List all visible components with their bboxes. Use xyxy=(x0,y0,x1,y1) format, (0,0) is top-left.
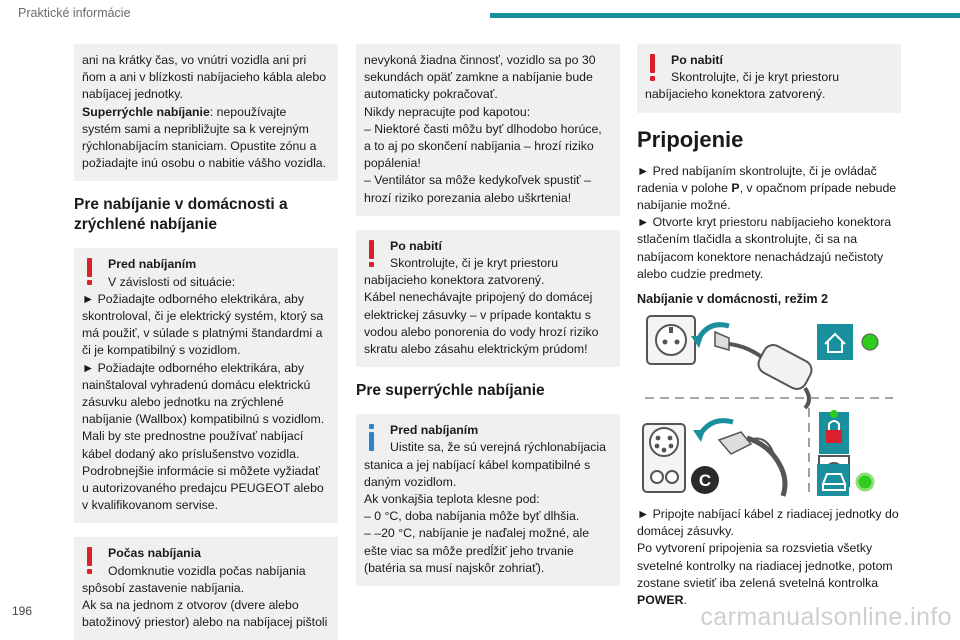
box-body xyxy=(364,457,612,577)
text-line xyxy=(82,104,330,121)
green-led-icon xyxy=(862,334,878,350)
charging-illustration xyxy=(637,312,901,502)
text-line: zostane svietiť iba zelená svetelná kontrolka xyxy=(637,575,879,590)
text-line: nabíjacieho konektora zatvorený. xyxy=(364,273,545,288)
text-line: nabíjacom konektore nenachádzajú nečistoty xyxy=(637,249,884,264)
gear-position: P xyxy=(731,180,740,195)
text-line: má použiť, v súlade s platnými štandardmi a xyxy=(82,326,323,341)
text-line: či je kompatibilný s vozidlom. xyxy=(82,343,241,358)
text-line: ► Požiadajte odborného elektrikára, aby xyxy=(82,360,305,375)
section-heading: Pre superrýchle nabíjanie xyxy=(356,382,545,400)
text-line: požiadajte inú osobu o nabitie vášho vozidla. xyxy=(82,156,327,171)
text-line: u autorizovaného predajcu PEUGEOT alebo xyxy=(82,481,324,496)
text-line: Odomknutie vozidla počas nabíjania xyxy=(108,563,306,578)
box-title: Pred nabíjaním xyxy=(108,257,197,272)
text-line: v kvalifikovanom servise. xyxy=(82,498,218,513)
text-line: ani na krátky čas, vo vnútri vozidla ani pri xyxy=(82,53,307,67)
text-line: (batéria sa musí najskôr zohriať). xyxy=(364,560,545,575)
green-led-icon xyxy=(857,474,873,490)
charging-gun-icon xyxy=(719,432,785,496)
text-line: svetelné kontrolky na riadiacej jednotke, potom xyxy=(637,558,893,573)
box-title: Počas nabíjania xyxy=(108,546,201,561)
subheading-home-charging: Nabíjanie v domácnosti, režim 2 xyxy=(637,292,829,307)
box-body xyxy=(364,272,612,358)
warning-continuation-box xyxy=(356,44,620,216)
text-span: . xyxy=(683,593,687,608)
text-line: alebo cudzie predmety. xyxy=(637,266,764,281)
text-line: V závislosti od situácie: xyxy=(108,274,236,289)
text-line: kábel dodaný ako príslušenstvo vozidla. xyxy=(82,446,300,461)
paragraph-connection xyxy=(637,163,901,283)
info-icon xyxy=(368,424,375,452)
text-line: Uistite sa, že sú verejná rýchlonabíjacia xyxy=(390,440,606,455)
text-line: automaticky pokračovať. xyxy=(364,87,498,102)
warning-box-before-charging xyxy=(74,248,338,523)
section-title: Pripojenie xyxy=(637,126,744,152)
text-line: Podrobnejšie informácie si môžete vyžiadať xyxy=(82,463,320,478)
text-line: ešte viac sa môže predĺžiť jeho trvanie xyxy=(364,543,574,558)
text-line: skontroloval, či je elektrický systém, ktorý sa xyxy=(82,309,324,324)
mode2-control-unit-icon xyxy=(715,332,815,408)
text-line: Nikdy nepracujte pod kapotou: xyxy=(364,104,531,119)
text-line: Mali by ste prednostne používať nabíjací xyxy=(82,429,304,444)
text-line: zásuvku alebo jednotku na zrýchlené xyxy=(82,395,284,410)
text-line: stlačením tlačidla a skontrolujte, či sa na xyxy=(637,232,858,247)
paragraph-plug-in xyxy=(637,506,901,609)
page-number: 196 xyxy=(12,604,33,618)
text-line: nabíjanie (Wallbox) kompatibilnú s vozidlom. xyxy=(82,412,325,427)
text-span: : nepoužívajte xyxy=(209,104,287,119)
warning-icon xyxy=(649,54,656,82)
column-3 xyxy=(637,44,901,609)
section-heading: Pre nabíjanie v domácnosti a zrýchlené nabíjanie xyxy=(74,196,288,234)
box-body xyxy=(645,86,893,103)
household-socket-icon xyxy=(647,316,695,364)
bold-term: Superrýchle nabíjanie xyxy=(82,104,210,119)
text-line: daným vozidlom. xyxy=(364,474,457,489)
text-line: ► Požiadajte odborného elektrikára, aby xyxy=(82,291,305,306)
text-line: nabíjacej jednotky. xyxy=(82,87,183,102)
header-accent-bar xyxy=(490,13,960,18)
text-line: vodou alebo ponorenia do vody hrozí riziko xyxy=(364,324,599,339)
text-line: Skontrolujte, či je kryt priestoru xyxy=(671,70,840,85)
warning-box-after-charging xyxy=(637,44,901,113)
green-led-icon xyxy=(830,410,838,418)
text-line: – Niektoré časti môžu byť dlhodobo horúce, xyxy=(364,121,602,136)
box-body xyxy=(82,580,330,632)
box-body xyxy=(82,291,330,515)
text-line: nevykoná žiadna činnosť, vozidlo sa po 30 xyxy=(364,53,596,67)
text-line: ňom a ani v blízkosti nabíjacieho kábla alebo xyxy=(82,70,327,85)
text-line: ► Otvorte kryt priestoru nabíjacieho konektora xyxy=(637,215,892,230)
box-title: Po nabití xyxy=(671,53,723,67)
warning-box-after-charging xyxy=(356,230,620,367)
text-line: batožinový priestor) alebo na nabíjacej pištoli xyxy=(82,615,328,630)
text-line: popálenia! xyxy=(364,156,421,171)
text-line: nabíjanie možné. xyxy=(637,198,731,213)
text-line: nainštaloval vyhradenú domácu elektrickú xyxy=(82,377,311,392)
lock-icon xyxy=(826,430,842,443)
power-label: POWER xyxy=(637,593,684,608)
column-2 xyxy=(356,44,620,600)
text-line: domácej zásuvky. xyxy=(637,524,734,539)
text-line: – 0 °C, doba nabíjania môže byť dlhšia. xyxy=(364,509,580,524)
column-1 xyxy=(74,44,338,640)
text-line: stanica a jej nabíjací kábel kompatibilné s xyxy=(364,457,591,472)
home-indicator xyxy=(817,324,853,360)
text-span: , v opačnom prípade nebude xyxy=(739,180,897,195)
text-line: nabíjacieho konektora zatvorený. xyxy=(645,87,826,102)
text-line: rýchlonabíjacím staniciam. Opustite zónu a xyxy=(82,139,317,154)
text-line: skratu alebo zásahu elektrickým prúdom! xyxy=(364,342,588,357)
watermark: carmanualsonline.info xyxy=(700,603,952,631)
warning-continuation-box xyxy=(74,44,338,181)
text-line: ► Pripojte nabíjací kábel z riadiacej jednotky do xyxy=(637,507,899,522)
text-line: hrozí riziko porezania alebo uškrtenia! xyxy=(364,190,572,205)
box-title: Po nabití xyxy=(390,238,442,253)
charging-inlet-icon xyxy=(643,424,685,492)
text-line: sekundách opäť zamkne a nabíjanie bude xyxy=(364,70,593,85)
text-line: Ak sa na jednom z otvorov (dvere alebo xyxy=(82,598,299,613)
text-line: Ak vonkajšia teplota klesne pod: xyxy=(364,492,540,507)
warning-icon xyxy=(368,240,375,268)
text-line: Kábel nenechávajte pripojený do domácej xyxy=(364,290,593,305)
text-line: systém sami a nepribližujte sa k verejným xyxy=(82,121,309,136)
info-box-before-charging xyxy=(356,414,620,586)
text-line xyxy=(637,180,901,197)
text-line: a to aj po skončení nabíjania – hrozí riziko xyxy=(364,139,594,154)
connect-arrow xyxy=(699,421,733,436)
arrow-head-icon xyxy=(693,430,705,442)
text-line: ► Pred nabíjaním skontrolujte, či je ovládač xyxy=(637,163,877,178)
text-line: – Ventilátor sa môže kedykoľvek spustiť – xyxy=(364,173,591,188)
warning-icon xyxy=(86,258,93,286)
text-line: Skontrolujte, či je kryt priestoru xyxy=(390,256,559,271)
text-line: Po vytvorení pripojenia sa rozsvietia všetky xyxy=(637,541,873,556)
text-span: radenia v polohe xyxy=(637,180,732,195)
callout-letter: C xyxy=(698,471,712,491)
warning-icon xyxy=(86,547,93,575)
text-line: elektrickej zásuvky – v prípade kontaktu s xyxy=(364,307,591,322)
warning-box-during-charging xyxy=(74,537,338,640)
running-header: Praktické informácie xyxy=(18,6,131,20)
text-line: – –20 °C, nabíjanie je naďalej možné, ale xyxy=(364,526,590,541)
box-title: Pred nabíjaním xyxy=(390,423,479,438)
text-line: spôsobí zastavenie nabíjania. xyxy=(82,580,245,595)
